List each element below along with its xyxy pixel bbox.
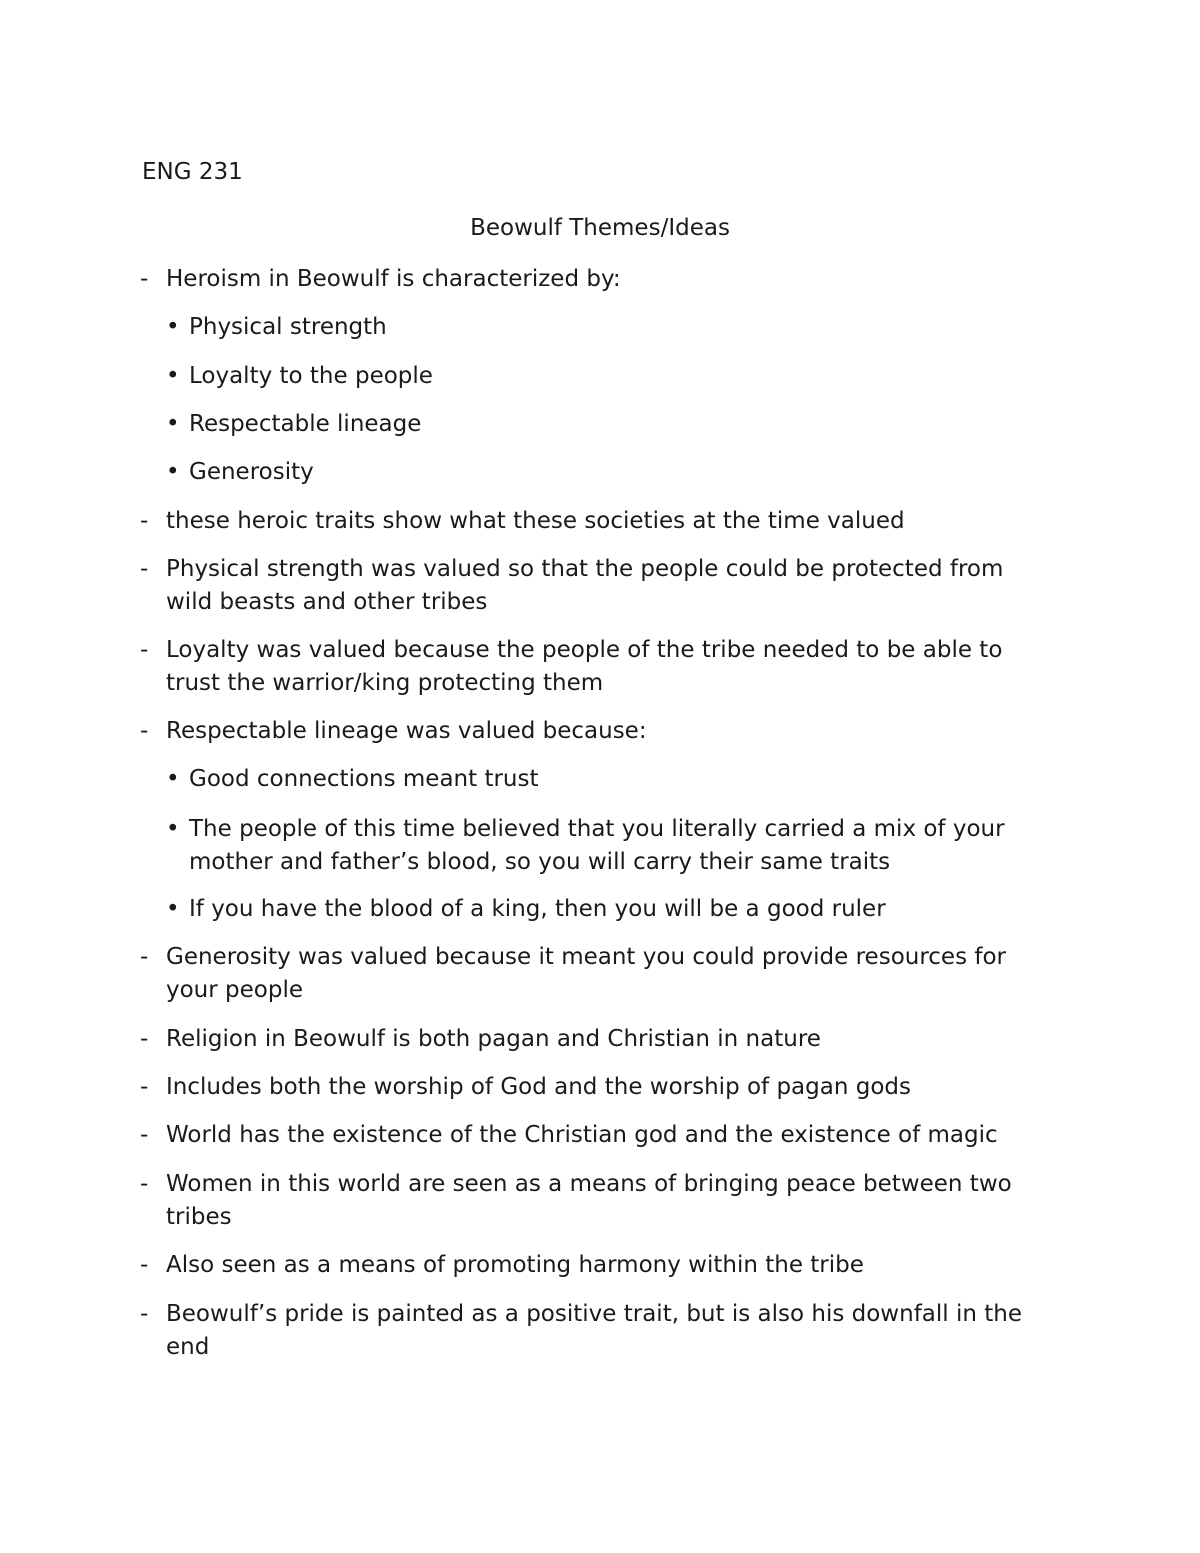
note-text: Loyalty was valued because the people of the tribe needed to be able to trust the warrior/king protecting them xyxy=(166,637,1003,696)
note-text: Respectable lineage was valued because: xyxy=(166,718,647,744)
dash-marker: - xyxy=(140,1074,149,1100)
bullet-marker: • xyxy=(166,896,180,922)
note-text: Generosity xyxy=(189,459,314,485)
note-text: Respectable lineage xyxy=(189,411,422,437)
dash-marker: - xyxy=(140,718,149,744)
note-text: Generosity was valued because it meant you could provide resources for your people xyxy=(166,944,1007,1003)
dash-marker: - xyxy=(140,1252,149,1278)
course-code: ENG 231 xyxy=(142,159,243,185)
note-text: World has the existence of the Christian god and the existence of magic xyxy=(166,1122,998,1148)
dash-marker: - xyxy=(140,1026,149,1052)
document-title: Beowulf Themes/Ideas xyxy=(470,215,730,241)
bullet-marker: • xyxy=(166,314,180,340)
note-text: Also seen as a means of promoting harmony within the tribe xyxy=(166,1252,864,1278)
bullet-marker: • xyxy=(166,411,180,437)
dash-marker: - xyxy=(140,1122,149,1148)
dash-marker: - xyxy=(140,637,149,663)
dash-marker: - xyxy=(140,1171,149,1197)
note-text: Beowulf’s pride is painted as a positive trait, but is also his downfall in the end xyxy=(166,1301,1022,1360)
bullet-marker: • xyxy=(166,766,180,792)
note-text: Heroism in Beowulf is characterized by: xyxy=(166,266,621,292)
note-text: If you have the blood of a king, then you will be a good ruler xyxy=(189,896,886,922)
note-text: Religion in Beowulf is both pagan and Christian in nature xyxy=(166,1026,821,1052)
note-text: The people of this time believed that you literally carried a mix of your mother and father’s blood, so you will carry their same traits xyxy=(189,816,1005,875)
bullet-marker: • xyxy=(166,459,180,485)
note-text: Physical strength xyxy=(189,314,387,340)
bullet-marker: • xyxy=(166,816,180,842)
note-text: Good connections meant trust xyxy=(189,766,539,792)
dash-marker: - xyxy=(140,508,149,534)
note-text: Loyalty to the people xyxy=(189,363,433,389)
note-text: these heroic traits show what these societies at the time valued xyxy=(166,508,905,534)
dash-marker: - xyxy=(140,266,149,292)
dash-marker: - xyxy=(140,944,149,970)
note-text: Women in this world are seen as a means of bringing peace between two tribes xyxy=(166,1171,1012,1230)
note-text: Includes both the worship of God and the worship of pagan gods xyxy=(166,1074,911,1100)
dash-marker: - xyxy=(140,556,149,582)
dash-marker: - xyxy=(140,1301,149,1327)
bullet-marker: • xyxy=(166,363,180,389)
note-text: Physical strength was valued so that the people could be protected from wild beasts and other tribes xyxy=(166,556,1004,615)
